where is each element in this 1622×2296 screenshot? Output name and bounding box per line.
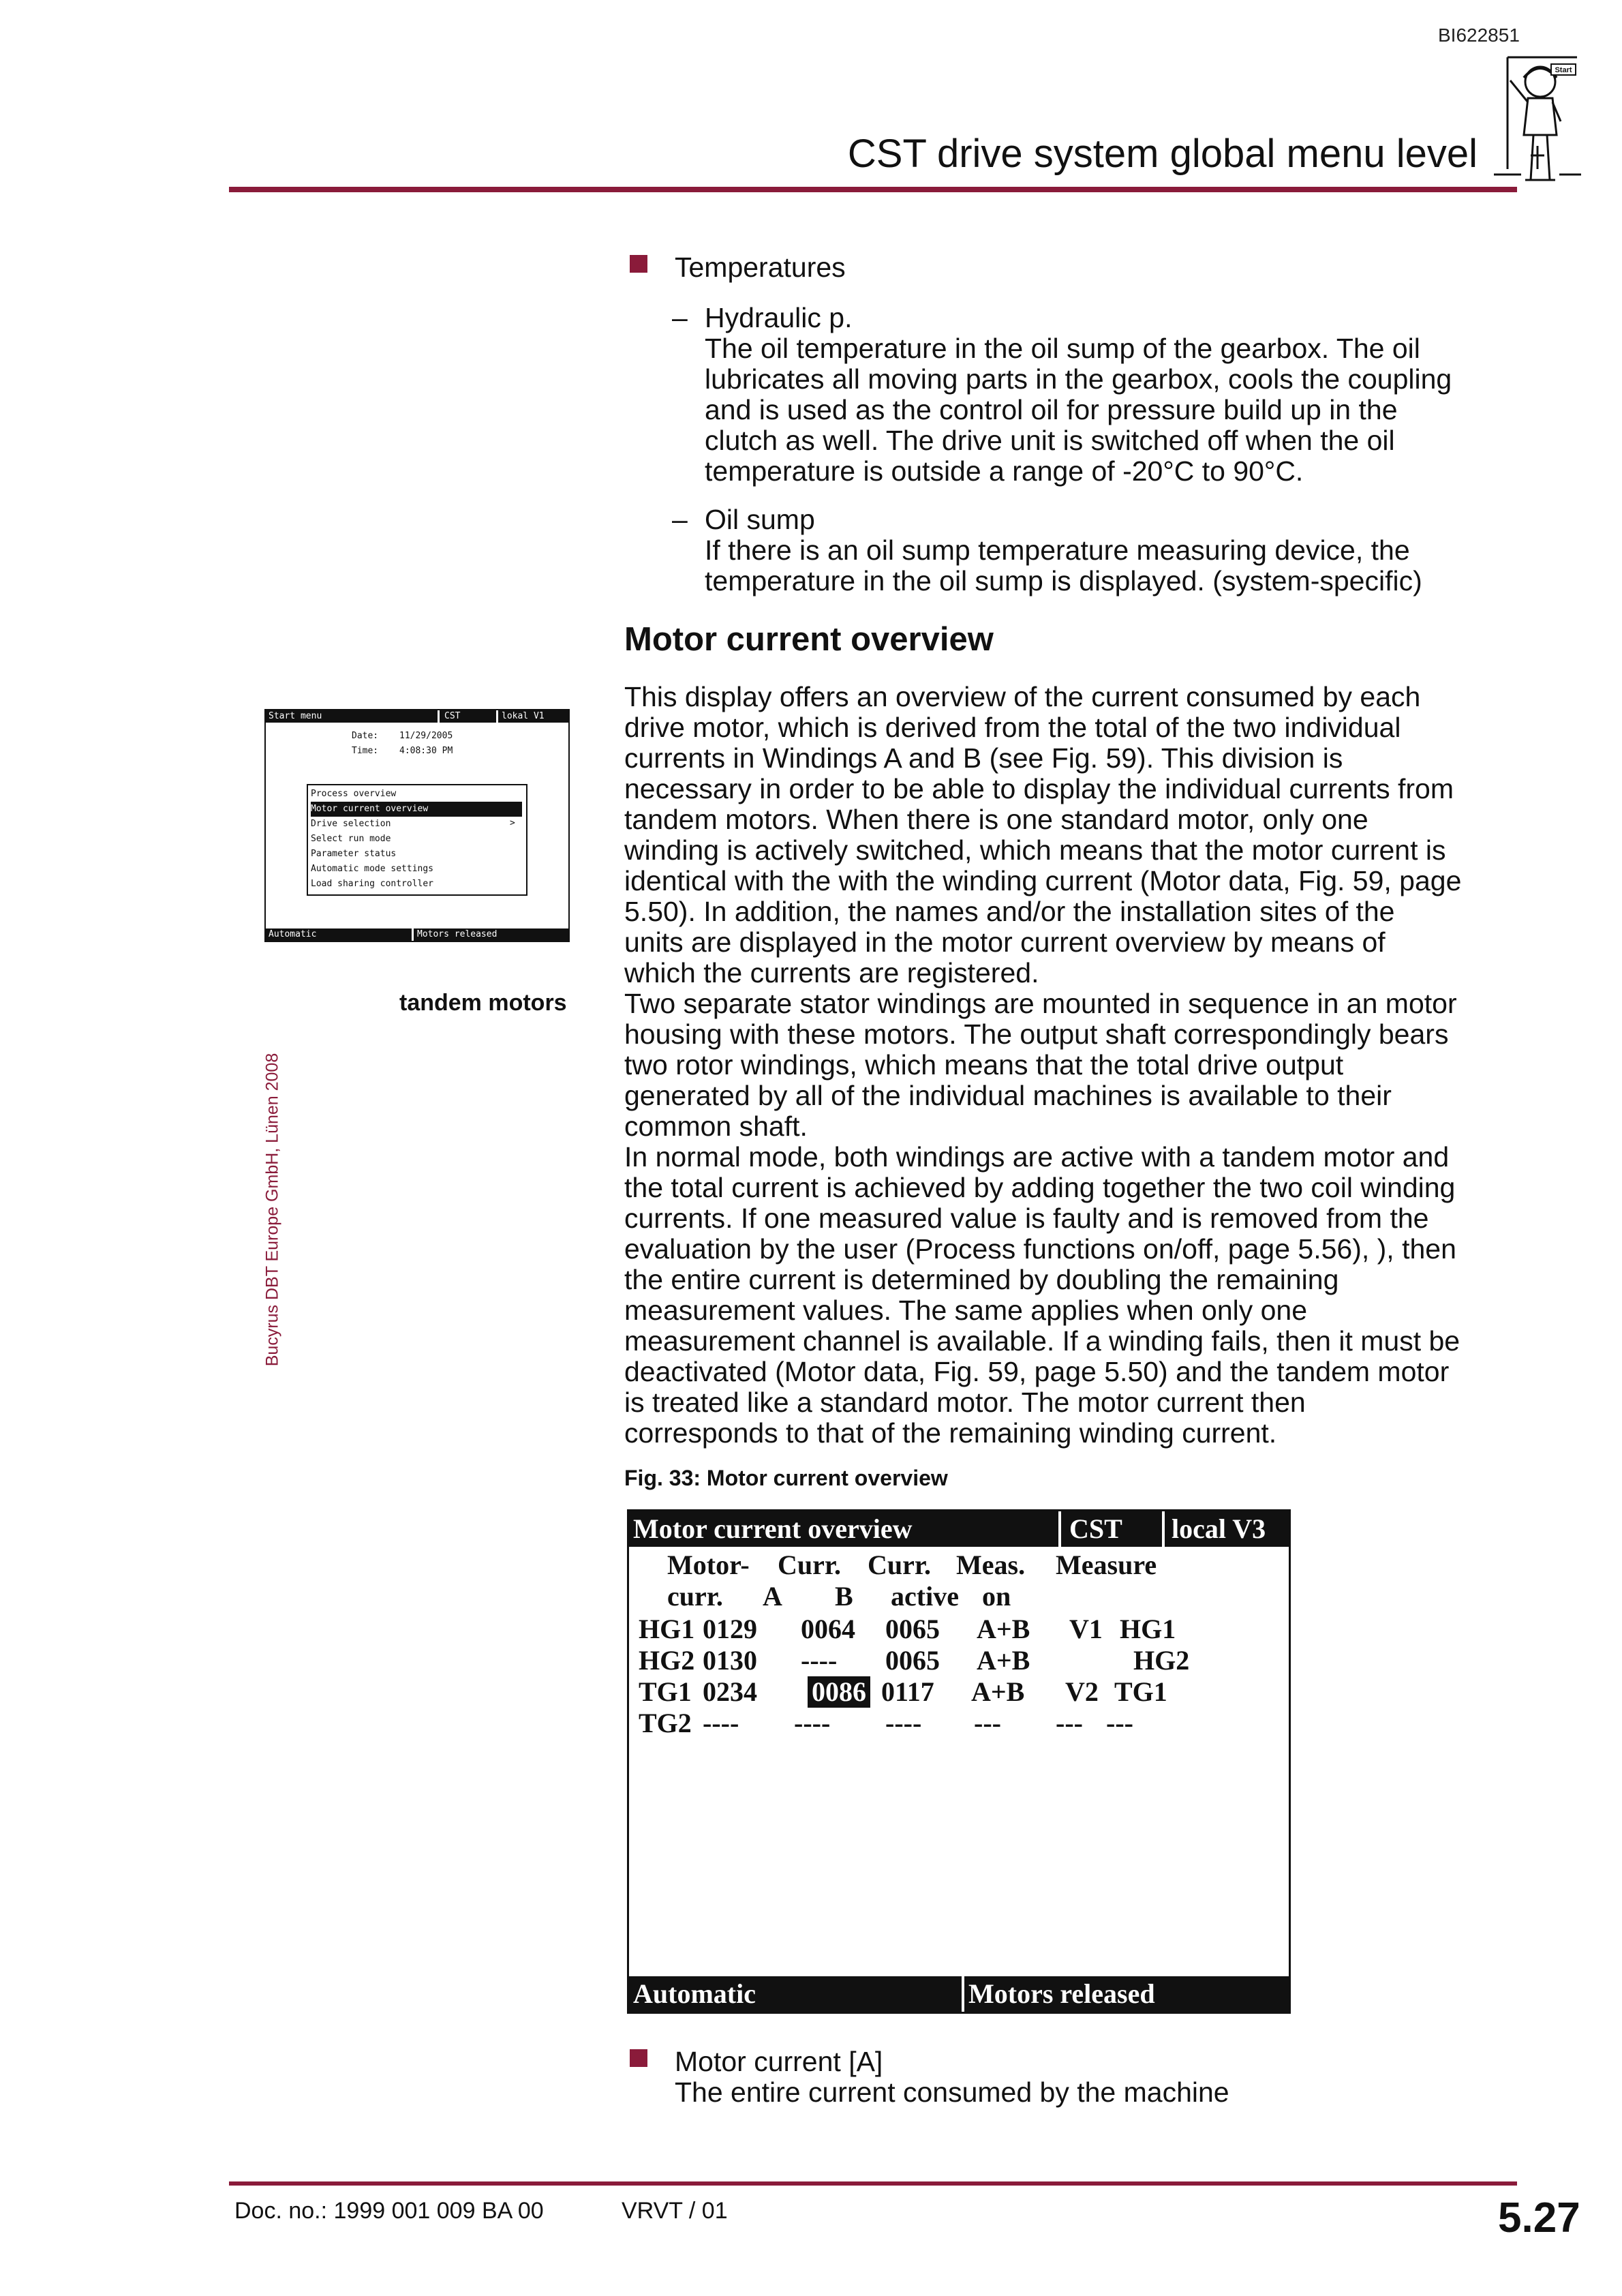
thumbnail-location: lokal V1 [502,711,545,721]
paragraph-line: drive motor, which is derived from the total of the two individual [624,712,1401,743]
hydraulic-title: Hydraulic p. [705,302,853,333]
intro-paragraph [624,682,1461,988]
column-header: A [763,1581,782,1612]
temperatures-bullet [630,255,647,273]
column-header: on [982,1581,1011,1612]
column-header: Curr. [868,1550,931,1580]
measure-on: HG2 [1133,1645,1190,1676]
measure-channel: V1 [1069,1614,1103,1644]
paragraph-line: measurement values. The same applies when only one [624,1295,1308,1326]
paragraph-line: This display offers an overview of the current consumed by each [624,681,1421,712]
meas-active: A+B [971,1676,1025,1707]
paragraph-line: evaluation by the user (Process functions on/off, page 5.56), ), then [624,1233,1456,1265]
thumbnail-time-label: Time: [352,746,379,756]
motor-current: 0234 [703,1676,757,1707]
tandem-paragraph [624,988,1457,1142]
measure-channel: V2 [1065,1676,1099,1707]
thumbnail-title: Start menu [269,711,322,721]
header-divider [229,187,1517,192]
motor-current: 0129 [703,1614,757,1644]
oil-sump-text [705,535,1422,596]
thumbnail-time-value: 4:08:30 PM [399,746,453,756]
current-a-selected[interactable]: 0086 [808,1676,870,1708]
paragraph-line: is treated like a standard motor. The motor current then [624,1387,1306,1418]
screen-mode: CST [1069,1513,1122,1544]
measure-on: --- [1106,1708,1133,1738]
hydraulic-line: temperature is outside a range of -20°C to 90°C. [705,455,1304,487]
current-a[interactable]: 0064 [801,1614,855,1644]
thumbnail-mode: CST [444,711,461,721]
paragraph-line: housing with these motors. The output shaft correspondingly bears [624,1018,1449,1050]
thumbnail-menu-item[interactable]: Process overview [311,789,397,799]
submenu-arrow-icon: > [510,818,515,828]
hydraulic-text [705,333,1529,487]
page-number: 5.27 [1498,2194,1580,2241]
current-b[interactable]: ---- [885,1708,922,1738]
thumbnail-status-motors: Motors released [417,929,498,939]
motor-current-bullet [630,2049,647,2067]
hydraulic-line: The oil temperature in the oil sump of the gearbox. The oil [705,333,1420,364]
thumbnail-title-bar [266,710,568,723]
measure-on: TG1 [1114,1676,1167,1707]
oil-sump-line: If there is an oil sump temperature measuring device, the [705,534,1410,566]
bullet-square-icon [630,2049,647,2067]
paragraph-line: corresponds to that of the remaining winding current. [624,1417,1277,1449]
paragraph-line: currents. If one measured value is faulty and is removed from the [624,1203,1429,1234]
motor-current: ---- [703,1708,739,1738]
paragraph-line: currents in Windings A and B (see Fig. 59). This division is [624,742,1343,774]
current-a[interactable]: ---- [794,1708,831,1738]
thumbnail-menu-item[interactable]: Parameter status [311,849,397,859]
hydraulic-line: clutch as well. The drive unit is switched off when the oil [705,425,1395,456]
paragraph-line: deactivated (Motor data, Fig. 59, page 5.50) and the tandem motor [624,1356,1450,1387]
mascot-badge: Start [1555,66,1572,74]
column-header: Meas. [956,1550,1026,1580]
measure-on: HG1 [1120,1614,1176,1644]
mascot-miner-icon [1494,53,1581,190]
current-b[interactable]: 0065 [885,1614,940,1644]
page-title: CST drive system global menu level [847,132,1478,176]
meas-active: A+B [977,1614,1030,1644]
column-header: Motor- [667,1550,750,1580]
hydraulic-line: lubricates all moving parts in the gearbox, cools the coupling [705,363,1452,395]
tandem-motors-label: tandem motors [399,990,567,1016]
start-menu-thumbnail [264,709,570,942]
screen-status-mode: Automatic [633,1978,756,2009]
thumbnail-date-label: Date: [352,731,379,741]
current-b[interactable]: 0117 [881,1676,934,1707]
paragraph-line: tandem motors. When there is one standard motor, only one [624,804,1368,835]
paragraph-line: the entire current is determined by doubling the remaining [624,1264,1339,1295]
measure-channel: --- [1056,1708,1083,1738]
motor-current: 0130 [703,1645,757,1676]
column-header: curr. [667,1581,723,1612]
paragraph-line: In normal mode, both windings are active with a tandem motor and [624,1141,1450,1173]
document-version: VRVT / 01 [622,2198,728,2224]
oil-sump-title: Oil sump [705,504,815,535]
document-number: Doc. no.: 1999 001 009 BA 00 [234,2198,544,2224]
normal-mode-paragraph [624,1142,1460,1449]
dash-icon: – [672,302,688,333]
current-b[interactable]: 0065 [885,1645,940,1676]
paragraph-line: two rotor windings, which means that the total drive output [624,1049,1344,1081]
thumbnail-menu-item[interactable]: Load sharing controller [311,879,434,889]
column-header: Measure [1056,1550,1157,1580]
thumbnail-menu-item[interactable]: Select run mode [311,834,391,844]
screen-title-bar [629,1511,1289,1547]
hydraulic-line: and is used as the control oil for pressure build up in the [705,394,1398,425]
paragraph-line: necessary in order to be able to display the individual currents from [624,773,1454,804]
bullet-square-icon [630,255,647,273]
paragraph-line: Two separate stator windings are mounted in sequence in an motor [624,988,1457,1019]
thumbnail-status-bar [266,928,568,941]
screen-status-motors: Motors released [968,1978,1155,2009]
motor-current-heading: Motor current [A] [675,2046,883,2077]
thumbnail-menu-item-selected[interactable]: Motor current overview [311,802,522,817]
motor-name: TG2 [639,1708,692,1738]
column-header: active [891,1581,959,1612]
paragraph-line: units are displayed in the motor current overview by means of [624,926,1386,958]
dash-icon: – [672,504,688,535]
thumbnail-menu [307,784,527,896]
motor-name: HG1 [639,1614,695,1644]
paragraph-line: winding is actively switched, which means that the motor current is [624,834,1446,866]
figure-caption: Fig. 33: Motor current overview [624,1466,948,1490]
meas-active: --- [974,1708,1001,1738]
paragraph-line: which the currents are registered. [624,957,1039,988]
oil-sump-line: temperature in the oil sump is displayed. (system-specific) [705,565,1422,596]
footer-divider [229,2181,1517,2186]
thumbnail-status-mode: Automatic [269,929,317,939]
paragraph-line: identical with the with the winding current (Motor data, Fig. 59, page [624,865,1462,896]
current-a[interactable]: ---- [801,1645,838,1676]
side-copyright: Bucyrus DBT Europe GmbH, Lünen 2008 [262,1053,282,1367]
screen-title: Motor current overview [633,1513,913,1544]
column-header: B [835,1581,853,1612]
motor-current-text: The entire current consumed by the machine [675,2076,1229,2108]
paragraph-line: common shaft. [624,1111,808,1142]
column-header: Curr. [778,1550,841,1580]
motor-current-screen [627,1509,1291,2014]
thumbnail-date-value: 11/29/2005 [399,731,453,741]
document-id: BI622851 [1438,25,1520,46]
paragraph-line: the total current is achieved by adding together the two coil winding [624,1172,1456,1203]
meas-active: A+B [977,1645,1030,1676]
temperatures-heading: Temperatures [675,252,846,283]
thumbnail-menu-item[interactable]: Drive selection [311,819,391,829]
motor-name: HG2 [639,1645,695,1676]
motor-name: TG1 [639,1676,692,1707]
paragraph-line: measurement channel is available. If a winding fails, then it must be [624,1325,1460,1357]
thumbnail-menu-item[interactable]: Automatic mode settings [311,864,434,874]
paragraph-line: generated by all of the individual machines is available to their [624,1080,1392,1111]
section-heading: Motor current overview [624,621,994,658]
screen-status-bar [629,1976,1289,2012]
screen-location: local V3 [1172,1513,1266,1544]
paragraph-line: 5.50). In addition, the names and/or the installation sites of the [624,896,1395,927]
